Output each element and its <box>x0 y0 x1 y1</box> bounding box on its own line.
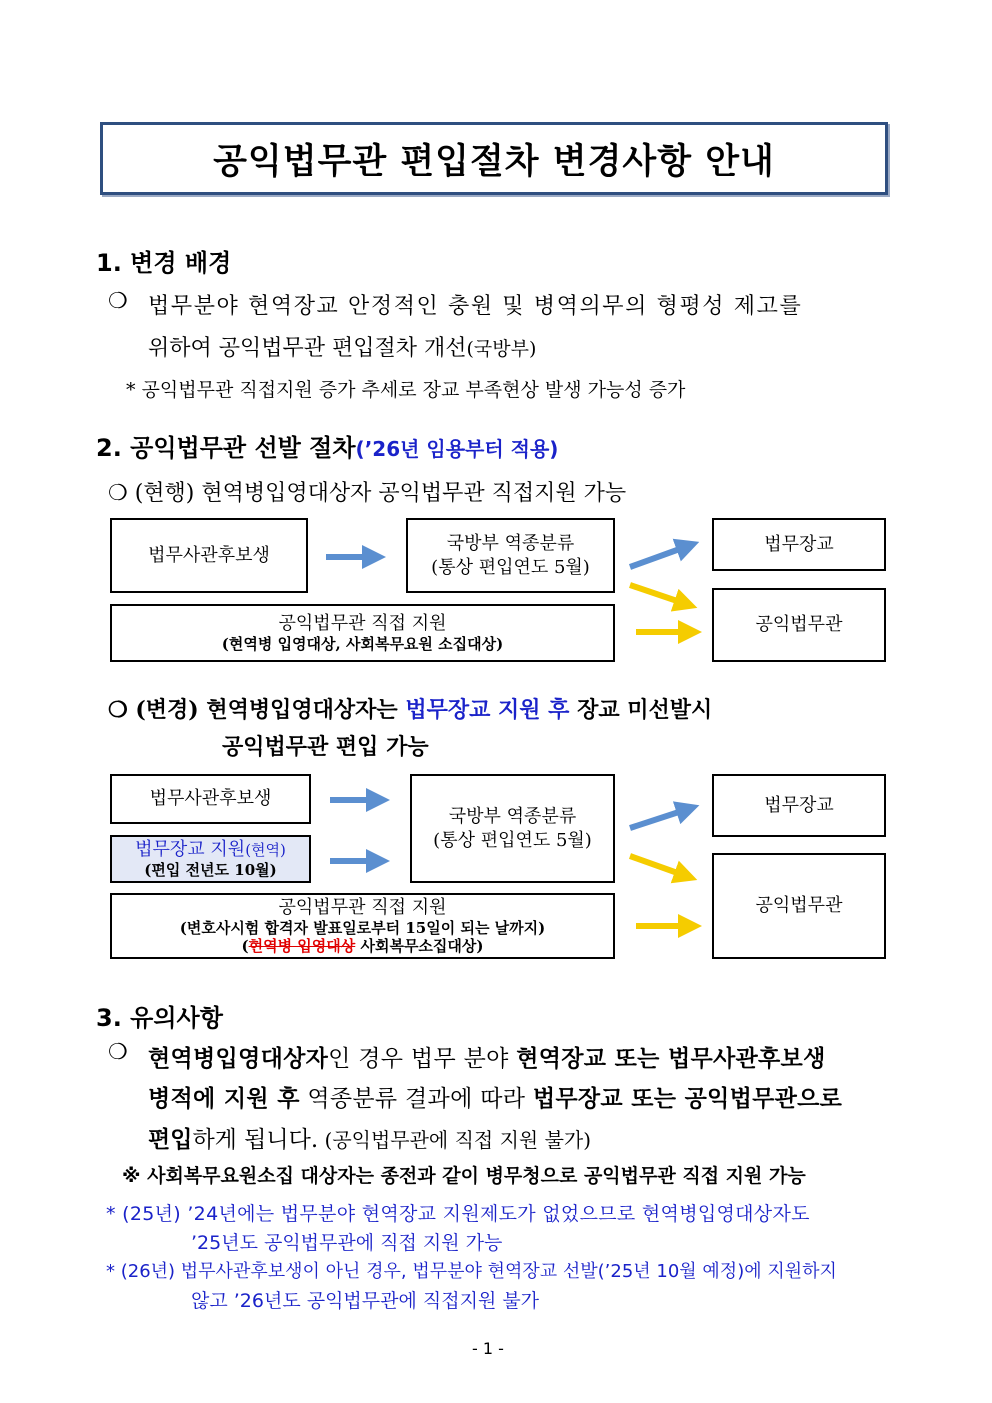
section1-bullet-marker: ❍ <box>108 289 128 314</box>
section3-p1-c: 현역장교 또는 법무사관후보생 <box>516 1045 826 1072</box>
section3-p1-b: 인 경우 법무 분야 <box>328 1046 517 1072</box>
change-direct-line3-rest: 사회복무소집대상) <box>355 936 484 955</box>
section1-bullet-line1: 법무분야 현역장교 안정적인 충원 및 병역의무의 형평성 제고를 <box>148 294 803 319</box>
section3-p2-b: 역종분류 결과에 따라 <box>299 1086 533 1112</box>
change-officer-apply-line2: (편입 전년도 10월) <box>144 860 277 879</box>
arrow-current-classification-to-officer <box>630 546 688 567</box>
section3-note-main: ※ 사회복무요원소집 대상자는 종전과 같이 병무청으로 공익법무관 직접 지원 가능 <box>122 1165 806 1187</box>
section1-bullet-line2-text: 위하여 공익법무관 편입절차 개선 <box>148 336 467 361</box>
change-suffix: 장교 미선발시 <box>569 697 713 723</box>
section3-note-26-a: * (26년) 법무사관후보생이 아닌 경우, 법무분야 현역장교 선발(’25년 10월 예정)에 지원하지 <box>106 1261 837 1282</box>
section1-bullet-line2-suffix: (국방부) <box>466 338 537 360</box>
page-title: 공익법무관 편입절차 변경사항 안내 <box>213 141 775 182</box>
section3-p3-a: 편입 <box>148 1126 193 1153</box>
change-officer-apply-line1-text: 법무장교 지원 <box>135 838 246 860</box>
section3-note-26-b: 않고 ’26년도 공익법무관에 직접지원 불가 <box>191 1290 540 1312</box>
current-candidate-label: 법무사관후보생 <box>148 544 270 566</box>
bullet-marker: ❍ <box>108 697 136 723</box>
arrow-change-classification-to-attorney <box>630 856 686 876</box>
change-direct-line3-open: ( <box>241 936 249 955</box>
section1-note: * 공익법무관 직접지원 증가 추세로 장교 부족현상 발생 가능성 증가 <box>126 379 686 401</box>
section1-heading: 1. 변경 배경 <box>96 249 232 277</box>
section3-p3-b: 하게 됩니다. <box>192 1127 319 1153</box>
change-officer-label: 법무장교 <box>764 794 834 816</box>
section3-p2-a: 병적에 지원 후 <box>148 1085 300 1112</box>
change-classification-line2: (통상 편입연도 5월) <box>433 829 592 851</box>
change-candidate-label: 법무사관후보생 <box>149 788 272 810</box>
section3-p2-c: 법무장교 또는 공익법무관으로 <box>532 1085 843 1112</box>
change-classification-line1: 국방부 역종분류 <box>448 806 577 828</box>
current-classification-line2: (통상 편입연도 5월) <box>431 556 590 578</box>
change-direct-line2: (변호사시험 합격자 발표일로부터 15일이 되는 날까지) <box>179 918 546 937</box>
section2-change-line2: 공익법무관 편입 가능 <box>222 734 429 760</box>
section3-para-line3 <box>148 1121 591 1154</box>
section2-heading-suffix: (’26년 임용부터 적용) <box>355 437 559 461</box>
section3-bullet-marker: ❍ <box>108 1040 128 1065</box>
arrow-change-classification-to-officer <box>630 809 688 828</box>
current-direct-line1: 공익법무관 직접 지원 <box>278 612 447 634</box>
bullet-marker: ❍ <box>108 481 135 506</box>
current-direct-line2: (현역병 입영대상, 사회복무요원 소집대상) <box>221 634 504 653</box>
current-public-attorney-label: 공익법무관 <box>755 614 843 636</box>
page-number: - 1 - <box>472 1339 504 1358</box>
section3-note-25-a: * (25년) ’24년에는 법무분야 현역장교 지원제도가 없었으므로 현역병입영대상자도 <box>106 1203 810 1225</box>
section3-p3-c: (공익법무관에 직접 지원 불가) <box>318 1128 592 1152</box>
change-direct-line3-struck: 현역병 입영대상 <box>248 936 356 955</box>
change-direct-line1: 공익법무관 직접 지원 <box>278 897 447 919</box>
section3-para-line2 <box>148 1080 842 1113</box>
change-highlight: 법무장교 지원 후 <box>405 697 570 723</box>
change-public-attorney-label: 공익법무관 <box>755 895 843 917</box>
change-prefix: (변경) 현역병입영대상자는 <box>135 697 406 723</box>
change-officer-apply-line1-suffix: (현역) <box>245 840 286 859</box>
section2-heading-text: 2. 공익법무관 선발 절차 <box>96 434 356 462</box>
current-officer-label: 법무장교 <box>764 533 834 555</box>
section3-note-25-b: ’25년도 공익법무관에 직접 지원 가능 <box>191 1232 503 1254</box>
section3-p1-a: 현역병입영대상자 <box>148 1045 329 1072</box>
arrow-current-classification-to-attorney <box>630 585 686 604</box>
section3-heading: 3. 유의사항 <box>96 1004 223 1032</box>
section2-current-label-text: (현행) 현역병입영대상자 공익법무관 직접지원 가능 <box>134 481 627 506</box>
current-classification-line1: 국방부 역종분류 <box>446 533 575 555</box>
section3-para-line1 <box>148 1040 826 1073</box>
